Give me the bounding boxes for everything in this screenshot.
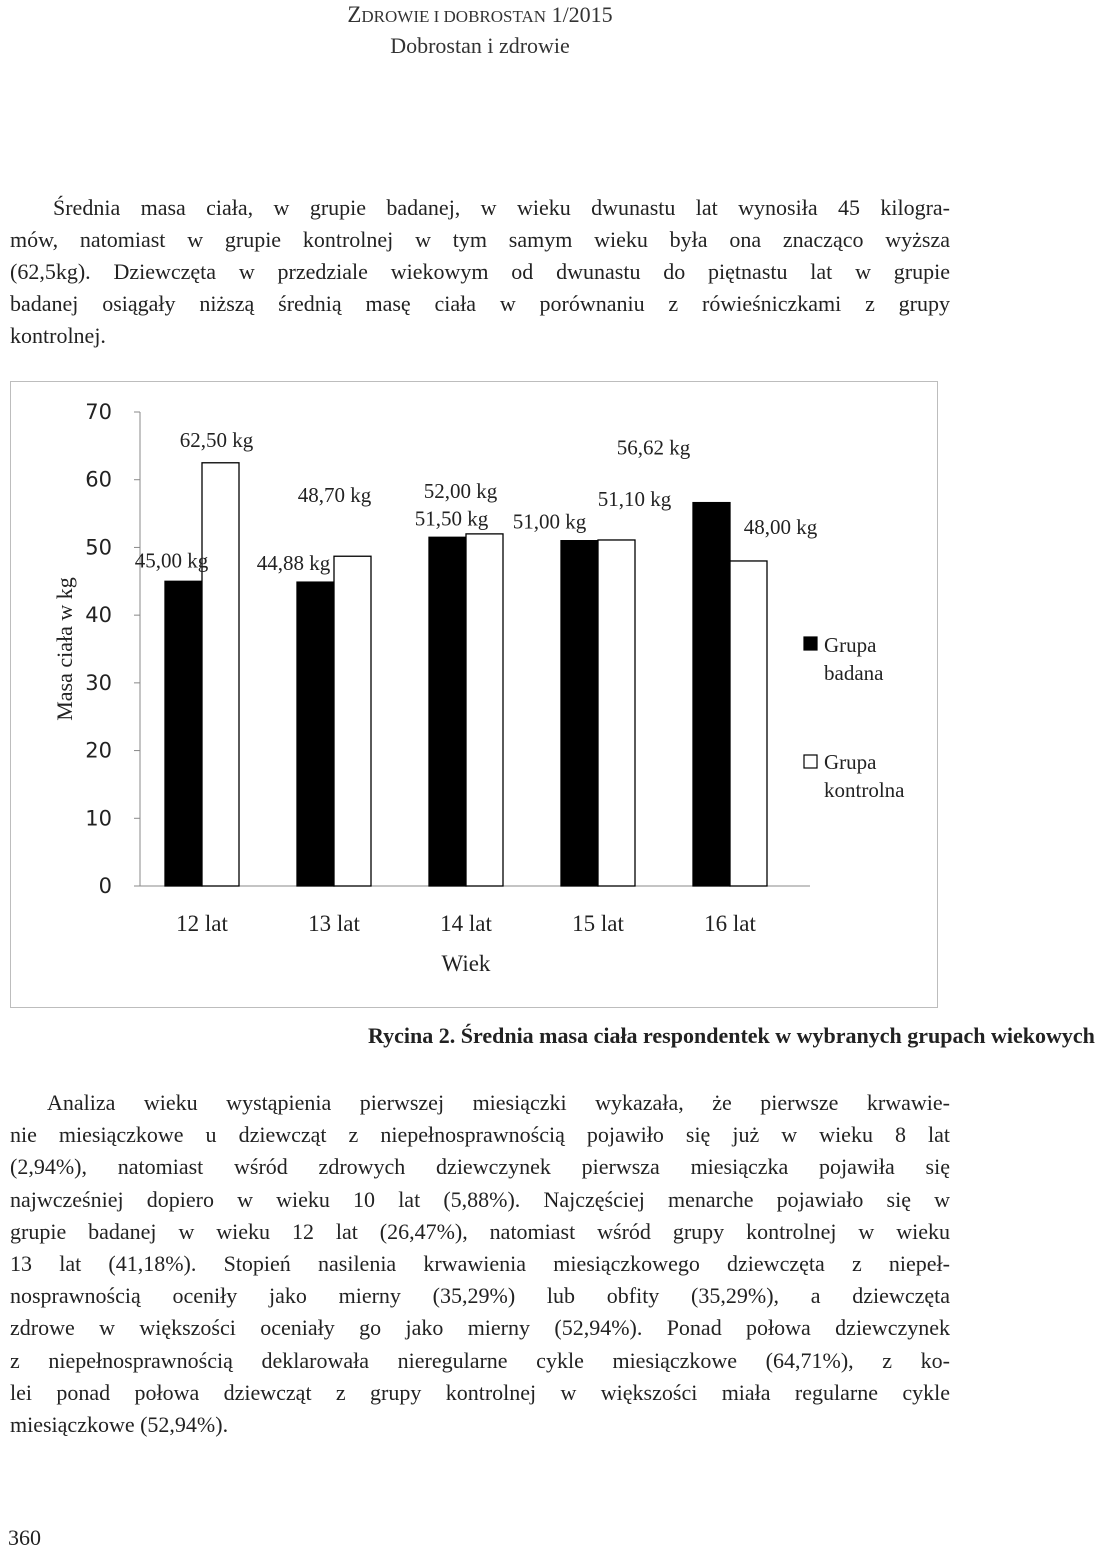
paragraph-line: grupie badanej w wieku 12 lat (26,47%), natomiast wśród grupy kontrolnej w wieku xyxy=(10,1218,950,1244)
paragraph-line: kontrolnej. xyxy=(10,323,106,348)
bar-grupa-kontrolna xyxy=(202,463,239,886)
bar-grupa-badana xyxy=(165,581,202,886)
journal-name: DROWIE I DOBROSTAN xyxy=(361,7,547,26)
data-label: 45,00 kg xyxy=(134,548,209,573)
journal-issue: 1/2015 xyxy=(551,2,613,27)
paragraph-line: mów, natomiast w grupie kontrolnej w tym samym wieku była ona znacząco wyższa xyxy=(10,227,950,252)
y-tick-label: 50 xyxy=(85,535,112,560)
figure-caption: Rycina 2. Średnia masa ciała respondentek w wybranych grupach wiekowych xyxy=(368,1023,1095,1048)
x-tick-label: 13 lat xyxy=(308,911,360,936)
legend-grupa-badana-swatch xyxy=(804,637,817,650)
y-tick-label: 20 xyxy=(85,738,112,763)
data-label: 52,00 kg xyxy=(423,478,498,503)
y-tick-label: 40 xyxy=(85,603,112,628)
paragraph-line: z niepełnosprawnością deklarowała nieregularne cykle miesiączkowe (64,71%), z ko- xyxy=(10,1347,950,1373)
x-tick-label: 14 lat xyxy=(440,911,492,936)
bar-grupa-kontrolna xyxy=(334,556,371,886)
y-tick-label: 0 xyxy=(98,874,112,898)
y-tick-label: 70 xyxy=(85,400,112,424)
data-label: 62,50 kg xyxy=(179,427,254,452)
paragraph-line: (2,94%), natomiast wśród zdrowych dziewczynek pierwsza miesiączka pojawiła się xyxy=(10,1154,950,1180)
x-tick-label: 15 lat xyxy=(572,911,624,936)
data-label: 51,10 kg xyxy=(597,486,672,511)
paragraph-analysis xyxy=(10,1087,950,1441)
data-label: 51,00 kg xyxy=(512,509,587,534)
section-header: Dobrostan i zdrowie xyxy=(390,33,570,58)
data-label: 51,50 kg xyxy=(414,506,489,531)
journal-first-letter: Z xyxy=(347,2,362,27)
paragraph-line: Średnia masa ciała, w grupie badanej, w wieku dwunastu lat wynosiła 45 kilogra- xyxy=(53,195,950,220)
x-tick-label: 16 lat xyxy=(704,911,756,936)
paragraph-line: nie miesiączkowe u dziewcząt z niepełnosprawnością pojawiło się już w wieku 8 lat xyxy=(10,1122,950,1148)
paragraph-line: lei ponad połowa dziewcząt z grupy kontrolnej w większości miała regularne cykle xyxy=(10,1379,950,1405)
data-label: 48,70 kg xyxy=(297,483,372,508)
x-tick-label: 12 lat xyxy=(176,911,228,936)
bar-grupa-kontrolna xyxy=(730,561,767,886)
paragraph-line: badanej osiągały niższą średnią masę ciała w porównaniu z rówieśniczkami z grupy xyxy=(10,291,950,316)
legend-grupa-kontrolna-swatch xyxy=(804,755,817,768)
legend-grupa-kontrolna-label-line: Grupa xyxy=(824,750,877,774)
data-label: 44,88 kg xyxy=(256,551,331,576)
bar-grupa-badana xyxy=(561,541,598,886)
bar-chart xyxy=(10,381,938,1008)
paragraph-line: zdrowe w większości oceniały go jako mierny (52,94%). Ponad połowa dziewczynek xyxy=(10,1315,950,1341)
paragraph-line: (62,5kg). Dziewczęta w przedziale wiekowym od dwunastu do piętnastu lat w grupie xyxy=(10,259,950,284)
paragraph-intro xyxy=(10,192,950,352)
bar-grupa-kontrolna xyxy=(598,540,635,886)
paragraph-line: nosprawnością oceniły jako mierny (35,29%) lub obfity (35,29%), a dziewczęta xyxy=(10,1283,950,1309)
paragraph-line: 13 lat (41,18%). Stopień nasilenia krwawienia miesiączkowego dziewczęta z niepeł- xyxy=(10,1251,950,1277)
y-axis-label: Masa ciała w kg xyxy=(52,577,77,721)
paragraph-line: najwcześniej dopiero w wieku 10 lat (5,88%). Najczęściej menarche pojawiało się w xyxy=(10,1186,950,1212)
bar-grupa-badana xyxy=(693,503,730,886)
y-tick-label: 60 xyxy=(85,467,112,492)
y-tick-label: 30 xyxy=(85,670,112,695)
paragraph-line: Analiza wieku wystąpienia pierwszej miesiączki wykazała, że pierwsze krwawie- xyxy=(47,1090,950,1115)
x-axis-label: Wiek xyxy=(441,951,491,976)
paragraph-line: miesiączkowe (52,94%). xyxy=(10,1412,229,1438)
page-number: 360 xyxy=(8,1525,41,1550)
bar-grupa-kontrolna xyxy=(466,534,503,886)
data-label: 48,00 kg xyxy=(743,514,818,539)
y-tick-label: 10 xyxy=(85,806,112,831)
data-label: 56,62 kg xyxy=(616,435,691,460)
bar-grupa-badana xyxy=(297,582,334,886)
legend-grupa-badana-label-line: badana xyxy=(824,661,884,685)
legend-grupa-kontrolna-label-line: kontrolna xyxy=(824,778,905,802)
journal-header xyxy=(0,2,960,28)
legend-grupa-badana-label-line: Grupa xyxy=(824,633,877,657)
bar-grupa-badana xyxy=(429,537,466,886)
